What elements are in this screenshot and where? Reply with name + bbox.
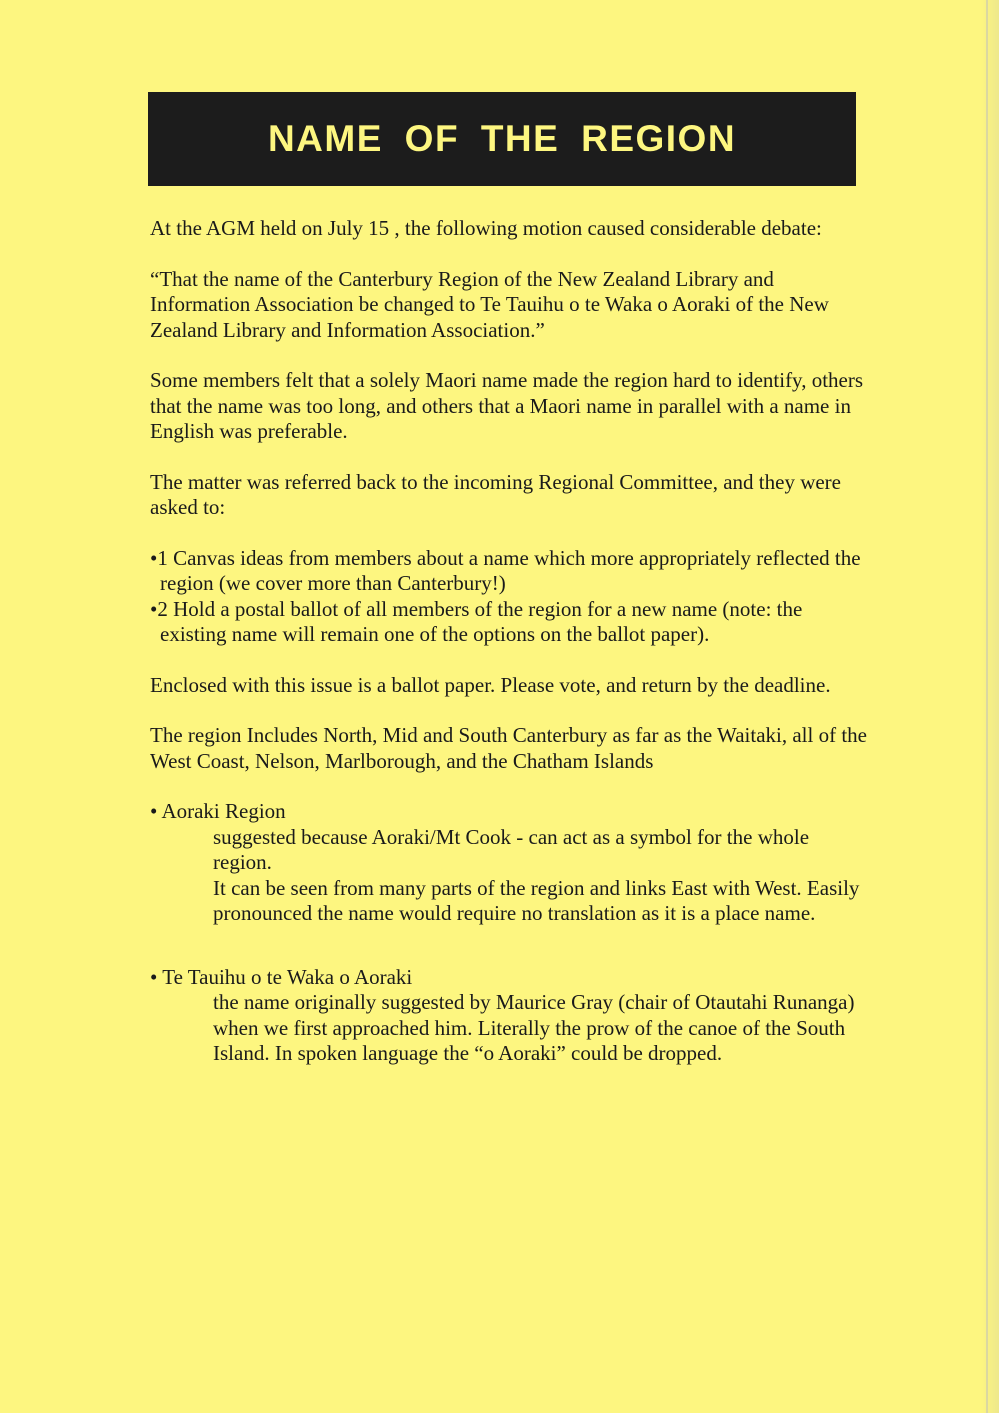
title-banner (148, 92, 856, 186)
name-option-te-tauihu (150, 965, 870, 1067)
committee-tasks-list (150, 546, 870, 648)
opinions-paragraph: Some members felt that a solely Maori name made the region hard to identify, others that the name was too long, and others that a Maori name in parallel with a name in English was preferable. (150, 368, 864, 443)
option-name: Aoraki Region (161, 799, 286, 823)
region-paragraph: The region Includes North, Mid and South Canterbury as far as the Waitaki, all of the West Coast, Nelson, Marlborough, and the Chatham Islands (150, 723, 867, 773)
article-body (150, 216, 870, 1067)
motion-paragraph: “That the name of the Canterbury Region of the New Zealand Library and Information Association be changed to Te Tauihu o te Waka o Aoraki of the New Zealand Library and Information Association.” (150, 266, 829, 342)
option-heading (150, 799, 870, 825)
task-item-2: •2 Hold a postal ballot of all members of the region for a new name (note: the existing name will remain one of the options on the ballot paper). (150, 596, 803, 646)
bullet-icon: • (150, 799, 158, 823)
option-name: Te Tauihu o te Waka o Aoraki (162, 964, 413, 989)
option-heading (150, 965, 870, 991)
intro-paragraph: At the AGM held on July 15 , the following motion caused considerable debate: (150, 216, 822, 240)
referral-paragraph: The matter was referred back to the incoming Regional Committee, and they were asked to: (150, 469, 842, 519)
option-description-extra: It can be seen from many parts of the region and links East with West. Easily pronounced the name would require no translation as it is a place name. (213, 875, 860, 925)
option-description: the name originally suggested by Maurice Gray (chair of Otautahi Runanga) when we first approached him. Literally the prow of the canoe of the South Island. In spoken language the “o Aoraki” could be dropped. (213, 990, 855, 1065)
ballot-paragraph: Enclosed with this issue is a ballot paper. Please vote, and return by the deadline. (150, 672, 831, 697)
task-item-1: •1 Canvas ideas from members about a name which more appropriately reflected the region (we cover more than Canterbury!) (150, 545, 861, 595)
option-description: suggested because Aoraki/Mt Cook - can act as a symbol for the whole region. (213, 824, 810, 874)
name-option-aoraki-region (150, 799, 870, 927)
page-title: NAME OF THE REGION (267, 118, 737, 159)
page-edge-line (986, 0, 988, 1413)
page-edge-shadow (981, 0, 999, 1413)
bullet-icon: • (150, 964, 158, 989)
